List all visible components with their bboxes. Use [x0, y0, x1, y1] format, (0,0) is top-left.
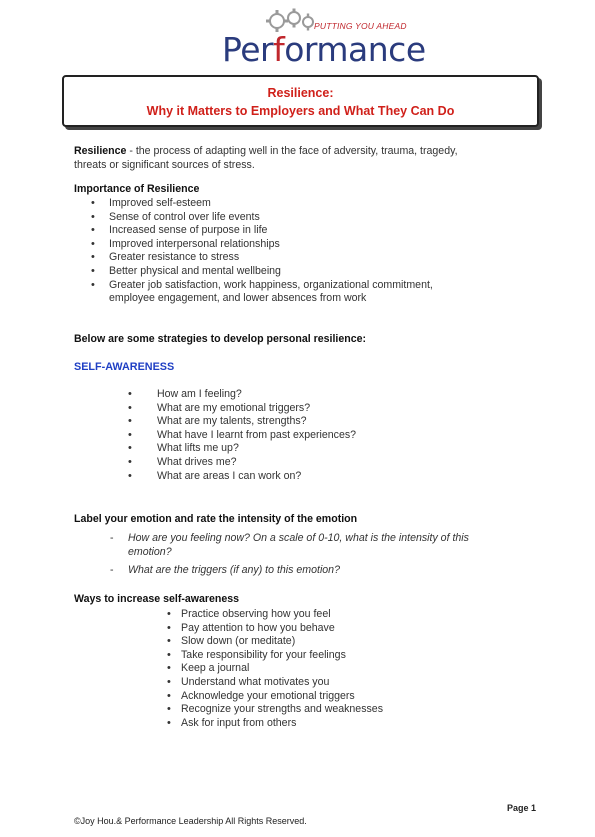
list-item-continuation: employee engagement, and lower absences from work	[109, 292, 367, 305]
definition-term: Resilience	[74, 145, 127, 157]
logo-wordmark	[222, 30, 426, 69]
logo-word-post: ormance	[284, 30, 426, 69]
list-item: • What are areas I can work on?	[74, 470, 544, 484]
list-item: • What have I learnt from past experiences?	[74, 429, 544, 443]
strategies-intro: Below are some strategies to develop personal resilience:	[74, 333, 367, 345]
list-item: • What lifts me up?	[74, 442, 544, 456]
performance-logo	[220, 8, 426, 70]
list-item: • Recognize your strengths and weaknesses	[74, 703, 544, 717]
logo-word-f: f	[273, 30, 285, 69]
list-item: • Ask for input from others	[74, 717, 544, 731]
logo-word-pre: Per	[222, 30, 274, 69]
list-item: • Keep a journal	[74, 662, 544, 676]
definition-line-1	[74, 145, 544, 159]
question-1	[128, 532, 538, 559]
definition-paragraph	[74, 145, 544, 172]
label-emotion-heading: Label your emotion and rate the intensity of the emotion	[74, 513, 358, 525]
importance-list	[74, 197, 544, 306]
dash-marker: -	[110, 532, 114, 544]
self-awareness-list	[74, 388, 544, 483]
list-item: • Acknowledge your emotional triggers	[74, 690, 544, 704]
list-item: • Take responsibility for your feelings	[74, 649, 544, 663]
question-1-line-1: How are you feeling now? On a scale of 0-10, what is the intensity of this	[128, 532, 469, 544]
list-item: • Greater job satisfaction, work happiness, organizational commitment,	[74, 279, 544, 293]
self-awareness-heading: SELF-AWARENESS	[74, 361, 175, 373]
list-item: • Practice observing how you feel	[74, 608, 544, 622]
list-item: • Slow down (or meditate)	[74, 635, 544, 649]
question-1-line-2: emotion?	[128, 545, 172, 558]
definition-line-2: threats or significant sources of stress.	[74, 158, 255, 171]
page-number: Page 1	[507, 803, 537, 813]
list-item: • Pay attention to how you behave	[74, 622, 544, 636]
importance-heading: Importance of Resilience	[74, 183, 200, 195]
copyright-notice: ©Joy Hou.& Performance Leadership All Rights Reserved.	[74, 816, 307, 826]
list-item: • Better physical and mental wellbeing	[74, 265, 544, 279]
title-line-1: Resilience:	[267, 86, 334, 100]
list-item: • Greater resistance to stress	[74, 251, 544, 265]
list-item: • Improved self-esteem	[74, 197, 544, 211]
list-item: • What drives me?	[74, 456, 544, 470]
logo-tagline: PUTTING YOU AHEAD	[314, 21, 407, 31]
list-item: • What are my emotional triggers?	[74, 402, 544, 416]
definition-text-1: - the process of adapting well in the face of adversity, trauma, tragedy,	[126, 145, 458, 157]
list-item: • Understand what motivates you	[74, 676, 544, 690]
title-box	[62, 75, 539, 127]
ways-list	[74, 608, 544, 730]
dash-marker: -	[110, 564, 114, 576]
list-item: • Improved interpersonal relationships	[74, 238, 544, 252]
ways-heading: Ways to increase self-awareness	[74, 593, 240, 605]
question-2: What are the triggers (if any) to this emotion?	[128, 564, 340, 576]
list-item: • How am I feeling?	[74, 388, 544, 402]
title-line-2: Why it Matters to Employers and What They Can Do	[146, 104, 455, 118]
list-item: • Increased sense of purpose in life	[74, 224, 544, 238]
list-item: • Sense of control over life events	[74, 211, 544, 225]
list-item: • What are my talents, strengths?	[74, 415, 544, 429]
